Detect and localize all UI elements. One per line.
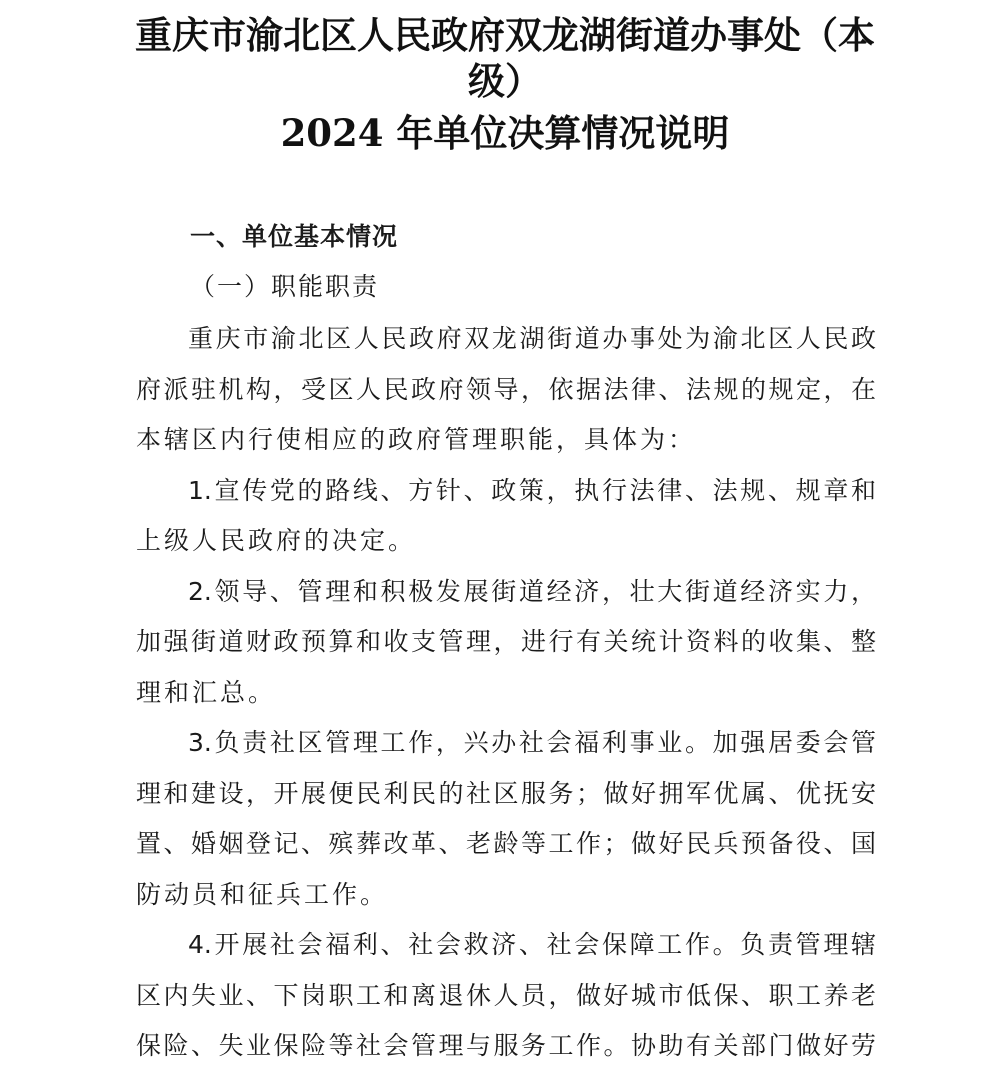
paragraph-line: 3.负责社区管理工作，兴办社会福利事业。加强居委会管 [188, 728, 876, 757]
paragraph-line: 1.宣传党的路线、方针、政策，执行法律、法规、规章和 [188, 476, 876, 505]
paragraph-line: 保险、失业保险等社会管理与服务工作。协助有关部门做好劳 [136, 1031, 876, 1060]
paragraph-line: 防动员和征兵工作。 [136, 880, 389, 909]
subsection-heading: （一）职能职责 [190, 272, 380, 301]
paragraph-line: 4.开展社会福利、社会救济、社会保障工作。负责管理辖 [188, 930, 876, 959]
document-title-line-1: 重庆市渝北区人民政府双龙湖街道办事处（本 [135, 13, 875, 57]
paragraph-line: 本辖区内行使相应的政府管理职能，具体为： [136, 425, 697, 454]
paragraph-line: 府派驻机构，受区人民政府领导，依据法律、法规的规定，在 [136, 375, 876, 404]
section-heading: 一、单位基本情况 [190, 222, 399, 251]
document-title-line-3: 2024 年单位决算情况说明 [280, 111, 730, 155]
paragraph-line: 上级人民政府的决定。 [136, 526, 417, 555]
paragraph-line: 置、婚姻登记、殡葬改革、老龄等工作；做好民兵预备役、国 [136, 829, 876, 858]
paragraph-line: 理和建设，开展便民利民的社区服务；做好拥军优属、优抚安 [136, 779, 876, 808]
paragraph-line: 重庆市渝北区人民政府双龙湖街道办事处为渝北区人民政 [188, 324, 876, 353]
document-title-line-2: 级） [468, 59, 542, 103]
paragraph-line: 区内失业、下岗职工和离退休人员，做好城市低保、职工养老 [136, 981, 876, 1010]
paragraph-line: 理和汇总。 [136, 678, 277, 707]
paragraph-line: 2.领导、管理和积极发展街道经济，壮大街道经济实力， [188, 577, 876, 606]
paragraph-line: 加强街道财政预算和收支管理，进行有关统计资料的收集、整 [136, 627, 876, 656]
